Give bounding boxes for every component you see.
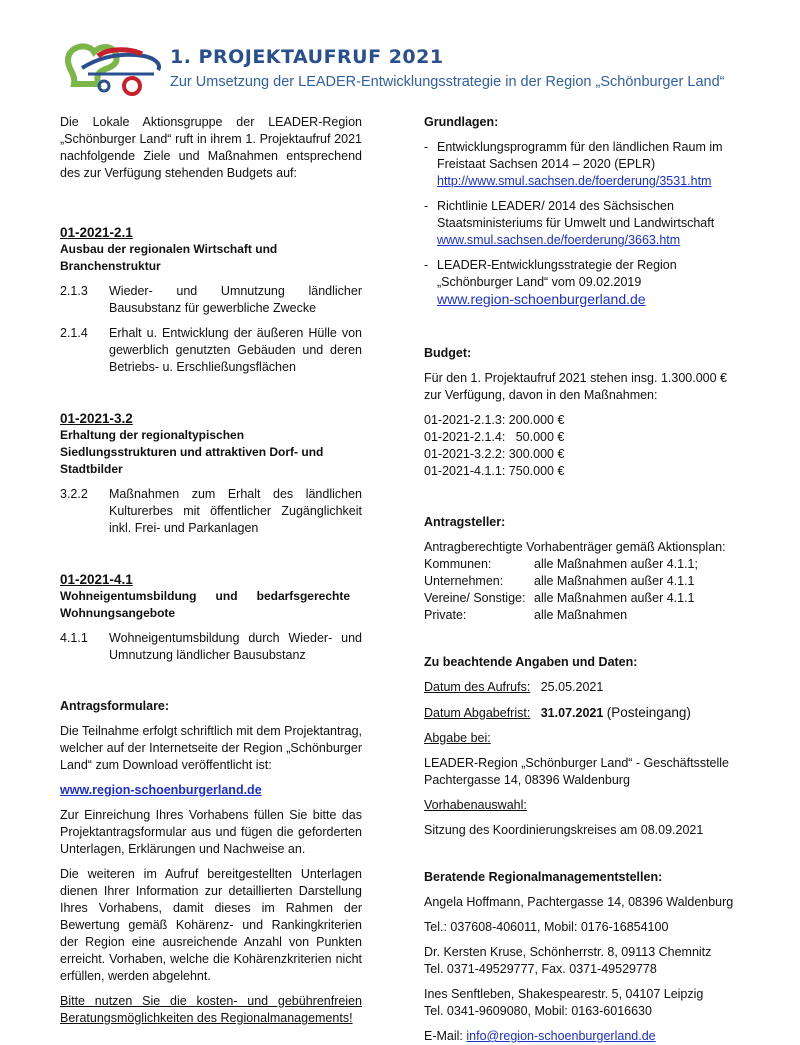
section-code: 01-2021-2.1 (60, 225, 133, 240)
region-logo (58, 38, 166, 100)
measure-number: 2.1.4 (60, 326, 88, 340)
antragsteller-heading: Antragsteller: (424, 515, 506, 529)
abgabe-label: Abgabe bei: (424, 731, 491, 745)
right-column (424, 114, 734, 1045)
budget-line: 01-2021-4.1.1: 750.000 € (424, 464, 565, 478)
applicant-measures: alle Maßnahmen (534, 608, 628, 622)
measure-number: 2.1.3 (60, 284, 88, 298)
applicant-type: Vereine/ Sonstige: (424, 591, 526, 605)
consulting-hint: Bitte nutzen Sie die kosten- und gebührenfreien Beratungsmöglichkeiten des Regionalmanagements! (60, 994, 362, 1025)
left-column (60, 114, 362, 1027)
email-line (424, 1028, 734, 1045)
measure-text: Wohneigentumsbildung durch Wieder- und Umnutzung ländlicher Bausubstanz (109, 631, 362, 662)
beratung-heading: Beratende Regionalmanagementstellen: (424, 870, 663, 884)
measure-number: 3.2.2 (60, 487, 88, 501)
section-title: Ausbau der regionalen Wirtschaft und Branchenstruktur (60, 242, 278, 273)
section-code: 01-2021-3.2 (60, 411, 133, 426)
contact-line: Ines Senftleben, Shakespearestr. 5, 04107 Leipzig (424, 987, 704, 1001)
budget-heading: Budget: (424, 346, 472, 360)
applicant-type: Private: (424, 608, 467, 622)
aufruf-value: 25.05.2021 (540, 680, 604, 694)
aufruf-date (424, 679, 734, 696)
budget-line: 01-2021-3.2.2: 300.000 € (424, 447, 565, 461)
measure-item (60, 486, 362, 537)
contact-line: Tel. 0341-9609080, Mobil: 0163-6016630 (424, 1004, 652, 1018)
email-link[interactable]: info@region-schoenburgerland.de (466, 1029, 656, 1043)
applicant-table (424, 556, 698, 624)
measure-item (60, 325, 362, 376)
measure-text: Erhalt u. Entwicklung der äußeren Hülle von gewerblich genutzten Gebäuden und deren Betriebs- u. Erschließungsflächen (109, 326, 362, 374)
measure-item (60, 630, 362, 664)
forms-text: Die weiteren im Aufruf bereitgestellten Unterlagen dienen Ihrer Information zur detaillierten Darstellung Ihres Vorhabens, damit dieses im Rahmen der Bewertung gemäß Kohärenz- und Rankingkriterien der Region eine ausreichende Anzahl von Punkten erreicht. Vorhaben, welche die Kohärenzkriterien nicht erfüllen, werden abgelehnt. (60, 867, 362, 983)
section-title: Erhaltung der regionaltypischen Siedlungsstrukturen und attraktiven Dorf- und Stadtbilder (60, 428, 324, 476)
grundlagen-text: Richtlinie LEADER/ 2014 des Sächsischen Staatsministeriums für Umwelt und Landwirtschaft (437, 199, 715, 230)
applicant-type: Unternehmen: (424, 574, 504, 588)
abgabe-address: LEADER-Region „Schönburger Land“ - Geschäftsstelle Pachtergasse 14, 08396 Waldenburg (424, 756, 730, 787)
contact-line: Angela Hoffmann, Pachtergasse 14, 08396 Waldenburg (424, 895, 734, 909)
contact-line: Tel.: 037608-406011, Mobil: 0176-16854100 (424, 920, 669, 934)
frist-note: (Posteingang) (606, 705, 691, 720)
forms-heading: Antragsformulare: (60, 699, 170, 713)
angaben-heading: Zu beachtende Angaben und Daten: (424, 655, 638, 669)
section-title: Wohneigentumsbildung und bedarfsgerechte Wohnungsangebote (60, 589, 350, 620)
budget-line: 01-2021-2.1.3: 200.000 € (424, 413, 565, 427)
frist-date (424, 704, 734, 722)
grundlagen-item: - Entwicklungsprogramm für den ländlichen Raum im Freistaat Sachsen 2014 – 2020 (EPLR) http://www.smul.sachsen.de/foerderung/3531.htm (424, 140, 723, 188)
measure-text: Maßnahmen zum Erhalt des ländlichen Kulturerbes mit öffentlicher Zugänglichkeit inkl. Frei- und Parkanlagen (109, 487, 362, 535)
region-website-link[interactable]: www.region-schoenburgerland.de (60, 783, 262, 797)
page-title: 1. PROJEKTAUFRUF 2021 (170, 46, 444, 68)
frist-label: Datum Abgabefrist: (424, 706, 531, 720)
antragsteller-intro: Antragberechtigte Vorhabenträger gemäß Aktionsplan: (424, 540, 726, 554)
page-subtitle: Zur Umsetzung der LEADER-Entwicklungsstrategie in der Region „Schönburger Land“ (170, 74, 725, 90)
forms-text: Zur Einreichung Ihres Vorhabens füllen Sie bitte das Projektantragsformular aus und fügen die geforderten Unterlagen, Erklärungen und Nachweise an. (60, 808, 362, 856)
grundlagen-item: - LEADER-Entwicklungsstrategie der Region „Schönburger Land“ vom 09.02.2019 www.region-schoenburgerland.de (424, 258, 677, 307)
auswahl-label: Vorhabenauswahl: (424, 798, 527, 812)
intro-text: Die Lokale Aktionsgruppe der LEADER-Region „Schönburger Land“ ruft in ihrem 1. Projektaufruf 2021 nachfolgende Ziele und Maßnahmen entsprechend des zur Verfügung stehenden Budgets auf: (60, 115, 362, 180)
auswahl-value: Sitzung des Koordinierungskreises am 08.09.2021 (424, 823, 704, 837)
budget-intro: Für den 1. Projektaufruf 2021 stehen insg. 1.300.000 € zur Verfügung, davon in den Maßnahmen: (424, 371, 727, 402)
table-row (424, 607, 698, 624)
email-label: E-Mail: (424, 1029, 463, 1043)
eplr-link[interactable]: http://www.smul.sachsen.de/foerderung/3531.htm (437, 174, 712, 188)
grundlagen-heading: Grundlagen: (424, 115, 499, 129)
budget-line: 01-2021-2.1.4: 50.000 € (424, 430, 565, 444)
contact-line: Tel. 0371-49529777, Fax. 0371-49529778 (424, 962, 657, 976)
frist-value: 31.07.2021 (540, 706, 604, 720)
strategy-link[interactable]: www.region-schoenburgerland.de (437, 291, 646, 307)
richtlinie-link[interactable]: www.smul.sachsen.de/foerderung/3663.htm (437, 233, 681, 247)
measure-number: 4.1.1 (60, 631, 88, 645)
measure-item (60, 283, 362, 317)
table-row (424, 590, 698, 607)
grundlagen-text: Entwicklungsprogramm für den ländlichen Raum im Freistaat Sachsen 2014 – 2020 (EPLR) (437, 140, 723, 171)
forms-text: Die Teilnahme erfolgt schriftlich mit dem Projektantrag, welcher auf der Internetseite der Region „Schönburger Land“ zum Download veröffentlicht ist: (60, 724, 362, 772)
grundlagen-item: - Richtlinie LEADER/ 2014 des Sächsischen Staatsministeriums für Umwelt und Landwirtschaft www.smul.sachsen.de/foerderung/3663.htm (424, 199, 715, 247)
table-row (424, 573, 698, 590)
aufruf-label: Datum des Aufrufs: (424, 680, 531, 694)
table-row (424, 556, 698, 573)
measure-text: Wieder- und Umnutzung ländlicher Bausubstanz für gewerbliche Zwecke (109, 284, 362, 315)
applicant-type: Kommunen: (424, 557, 492, 571)
section-code: 01-2021-4.1 (60, 572, 133, 587)
applicant-measures: alle Maßnahmen außer 4.1.1; (534, 557, 698, 571)
applicant-measures: alle Maßnahmen außer 4.1.1 (534, 591, 695, 605)
grundlagen-text: LEADER-Entwicklungsstrategie der Region „Schönburger Land“ vom 09.02.2019 (437, 258, 677, 289)
contact-line: Dr. Kersten Kruse, Schönherrstr. 8, 09113 Chemnitz (424, 945, 712, 959)
applicant-measures: alle Maßnahmen außer 4.1.1 (534, 574, 695, 588)
